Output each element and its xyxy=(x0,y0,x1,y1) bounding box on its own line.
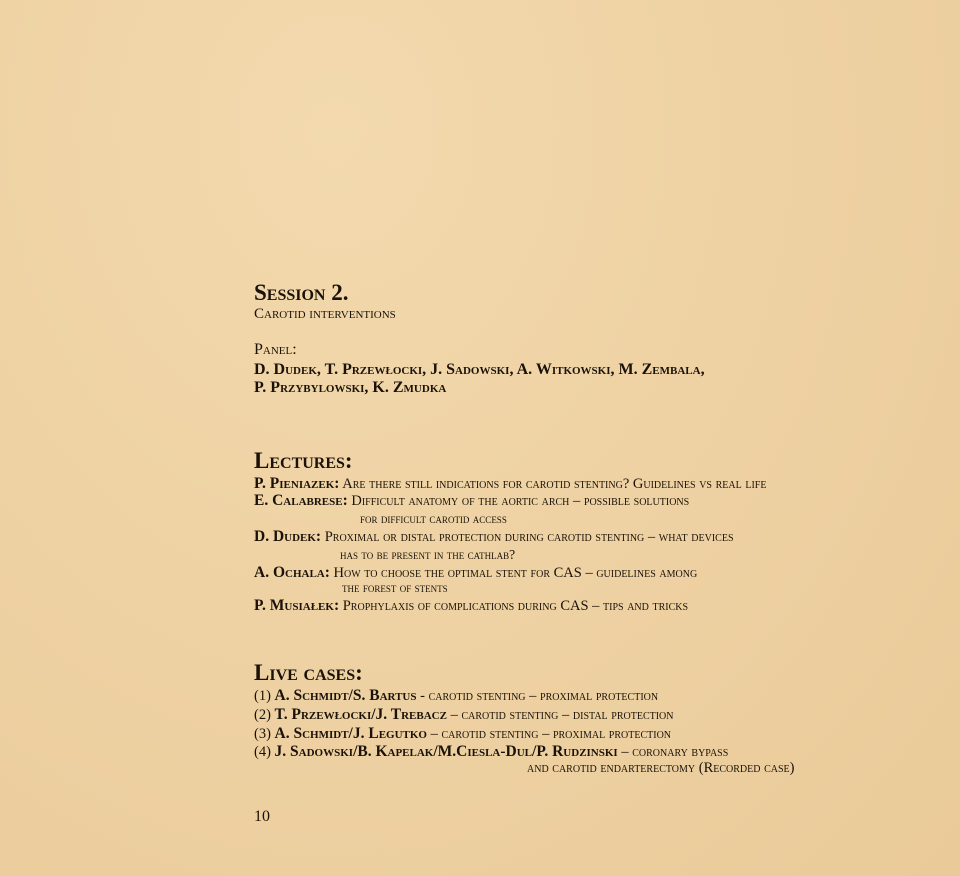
live-case-topic-continuation: and carotid endarterectomy (Recorded case) xyxy=(527,760,795,776)
live-case-number: (2) xyxy=(254,707,271,723)
panel-members-line-1: D. Dudek, T. Przewłocki, J. Sadowski, A. Witkowski, M. Zembala, xyxy=(254,361,705,378)
lecture-speaker: D. Dudek: xyxy=(254,528,322,545)
live-case-number: (4) xyxy=(254,744,271,760)
lecture-item xyxy=(254,475,766,493)
live-case-item xyxy=(254,725,671,743)
lecture-title: Prophylaxis of complications during CAS – tips and tricks xyxy=(342,598,689,614)
live-cases-heading: Live cases: xyxy=(254,660,363,685)
lecture-title: Proximal or distal protection during carotid stenting – what devices xyxy=(324,529,734,545)
lecture-speaker: A. Ochala: xyxy=(254,564,330,581)
live-case-number: (1) xyxy=(254,688,271,704)
lecture-title-continuation: has to be present in the cathlab? xyxy=(340,547,516,562)
live-case-item xyxy=(254,687,658,705)
lecture-title: Are there still indications for carotid stenting? Guidelines vs real life xyxy=(342,476,767,492)
live-case-topic: – carotid stenting – proximal protection xyxy=(430,726,672,742)
lecture-title-continuation: for difficult carotid access xyxy=(360,511,507,526)
lecture-speaker: P. Musiałek: xyxy=(254,597,340,614)
panel-label: Panel: xyxy=(254,341,297,358)
lecture-item xyxy=(254,564,697,582)
session-subtitle: Carotid interventions xyxy=(254,306,396,322)
live-case-topic: – carotid stenting – distal protection xyxy=(450,707,674,723)
live-case-operators: T. Przewłocki/J. Trebacz xyxy=(274,706,447,723)
lecture-item xyxy=(254,492,689,510)
live-case-item xyxy=(254,743,728,761)
live-case-operators: A. Schmidt/S. Bartus xyxy=(274,687,417,704)
live-case-topic: - carotid stenting – proximal protection xyxy=(420,688,659,704)
page-number: 10 xyxy=(254,808,270,825)
session-title: Session 2. xyxy=(254,280,349,305)
lectures-heading: Lectures: xyxy=(254,448,353,473)
lecture-title: Difficult anatomy of the aortic arch – possible solutions xyxy=(351,493,690,509)
live-case-operators: A. Schmidt/J. Legutko xyxy=(274,725,427,742)
live-case-topic: – coronary bypass xyxy=(621,744,729,760)
lecture-title: How to choose the optimal stent for CAS – guidelines among xyxy=(333,565,698,581)
live-case-number: (3) xyxy=(254,726,271,742)
lecture-speaker: E. Calabrese: xyxy=(254,492,348,509)
panel-members-line-2: P. Przybylowski, K. Zmudka xyxy=(254,379,447,396)
lecture-item xyxy=(254,597,688,615)
live-case-item xyxy=(254,706,674,724)
lecture-speaker: P. Pieniazek: xyxy=(254,475,340,492)
lecture-item xyxy=(254,528,734,546)
lecture-title-continuation: the forest of stents xyxy=(342,580,448,595)
live-case-operators: J. Sadowski/B. Kapelak/M.Ciesla-Dul/P. Rudzinski xyxy=(274,743,618,760)
